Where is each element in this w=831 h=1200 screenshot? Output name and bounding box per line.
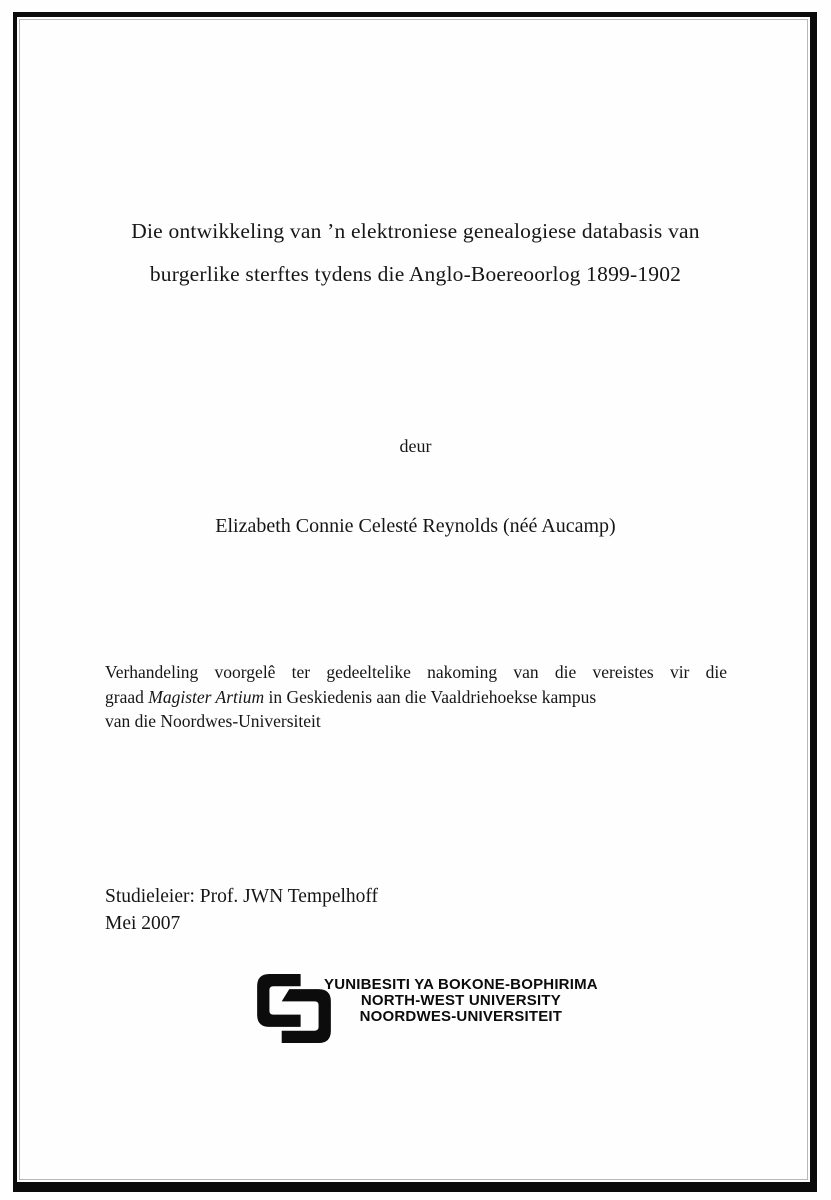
byline-deur: deur xyxy=(399,436,432,456)
nwu-logo-text xyxy=(324,974,598,1025)
title-line-2: burgerlike sterftes tydens die Anglo-Boereoorlog 1899-1902 xyxy=(149,262,682,286)
statement-line-3: van die Noordwes-Universiteit xyxy=(105,711,321,731)
interlocking-links-icon xyxy=(257,974,331,1043)
logo-line-setswana: YUNIBESITI YA BOKONE-BOPHIRIMA xyxy=(324,976,598,993)
submission-statement xyxy=(105,660,727,734)
statement-line-2-pre: graad xyxy=(105,686,149,707)
date-line: Mei 2007 xyxy=(105,913,181,934)
title-line-1: Die ontwikkeling van ’n elektroniese genealogiese databasis van xyxy=(131,219,700,243)
statement-line-2-post: in Geskiedenis aan die Vaaldriehoekse kampus xyxy=(264,686,597,707)
magister-artium-italic: Magister Artium xyxy=(148,686,265,707)
supervisor-line: Studieleier: Prof. JWN Tempelhoff xyxy=(105,886,379,907)
logo-line-english: NORTH-WEST UNIVERSITY xyxy=(360,992,561,1009)
logo-line-afrikaans: NOORDWES-UNIVERSITEIT xyxy=(359,1008,563,1025)
author-name: Elizabeth Connie Celesté Reynolds (néé Aucamp) xyxy=(215,515,616,537)
statement-line-2 xyxy=(105,685,727,710)
nwu-logo xyxy=(257,974,598,1043)
statement-line-1: Verhandeling voorgelê ter gedeeltelike nakoming van die vereistes vir die xyxy=(105,662,727,682)
thesis-title xyxy=(60,210,771,296)
